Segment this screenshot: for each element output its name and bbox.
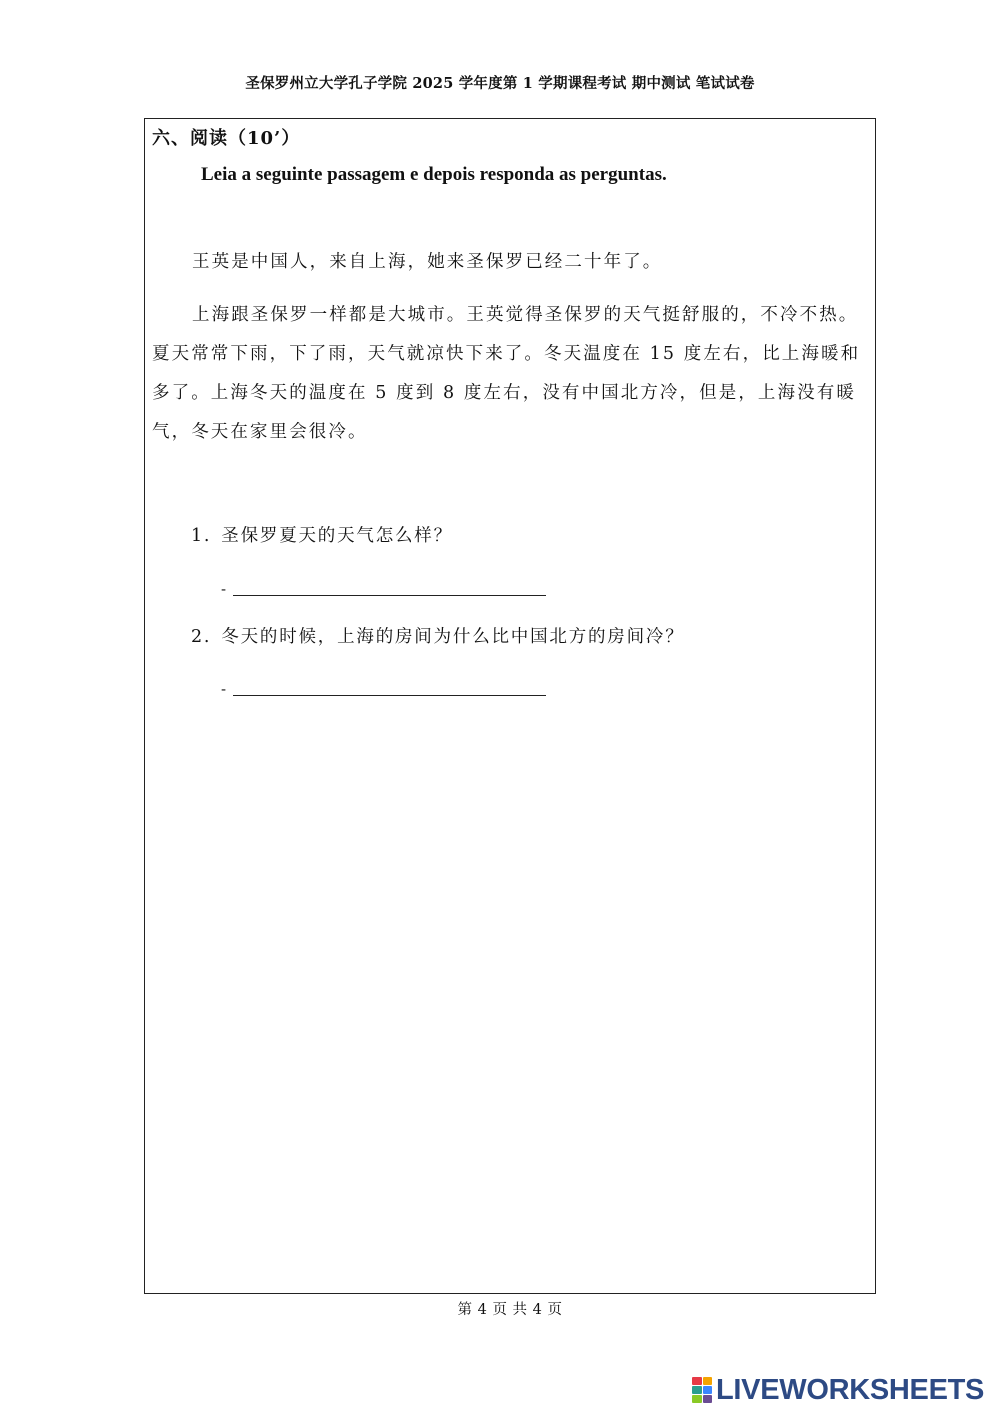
liveworksheets-wordmark: LIVEWORKSHEETS <box>716 1374 985 1406</box>
question-1 <box>191 522 453 547</box>
liveworksheets-logo <box>692 1374 984 1406</box>
passage-paragraph: 王英是中国人，来自上海，她来圣保罗已经二十年了。 <box>192 252 663 272</box>
answer-dash: - <box>221 680 227 698</box>
instruction-text: Leia a seguinte passagem e depois responda as perguntas. <box>201 164 667 185</box>
question-number: 1. <box>191 526 212 546</box>
logo-block <box>703 1377 713 1385</box>
section-title: 六、阅读（10’） <box>152 128 301 149</box>
liveworksheets-icon <box>692 1377 712 1403</box>
question-2 <box>191 623 685 648</box>
question-number: 2. <box>191 627 212 647</box>
answer-field-2[interactable] <box>221 668 551 698</box>
answer-frame <box>144 118 876 1294</box>
logo-block <box>692 1386 702 1394</box>
passage-paragraph: 上海跟圣保罗一样都是大城市。王英觉得圣保罗的天气挺舒服的，不冷不热。夏天常常下雨，下了雨，天气就凉快下来了。冬天温度在 15 度左右，比上海暖和多了。上海冬天的温度在 5 度到 8 度左右，没有中国北方冷，但是，上海没有暖气，冬天在家里会很冷。 <box>152 305 861 442</box>
answer-dash: - <box>221 580 227 598</box>
answer-underline <box>233 595 546 596</box>
logo-block <box>692 1395 702 1403</box>
logo-block <box>703 1386 713 1394</box>
answer-underline <box>233 695 546 696</box>
exam-header: 圣保罗州立大学孔子学院 2025 学年度第 1 学期课程考试 期中测试 笔试试卷 <box>245 75 755 92</box>
logo-block <box>703 1395 713 1403</box>
logo-block <box>692 1377 702 1385</box>
question-text: 冬天的时候，上海的房间为什么比中国北方的房间冷？ <box>221 627 685 647</box>
answer-field-1[interactable] <box>221 568 551 598</box>
question-text: 圣保罗夏天的天气怎么样？ <box>221 526 453 546</box>
page-number: 第 4 页 共 4 页 <box>457 1302 563 1318</box>
